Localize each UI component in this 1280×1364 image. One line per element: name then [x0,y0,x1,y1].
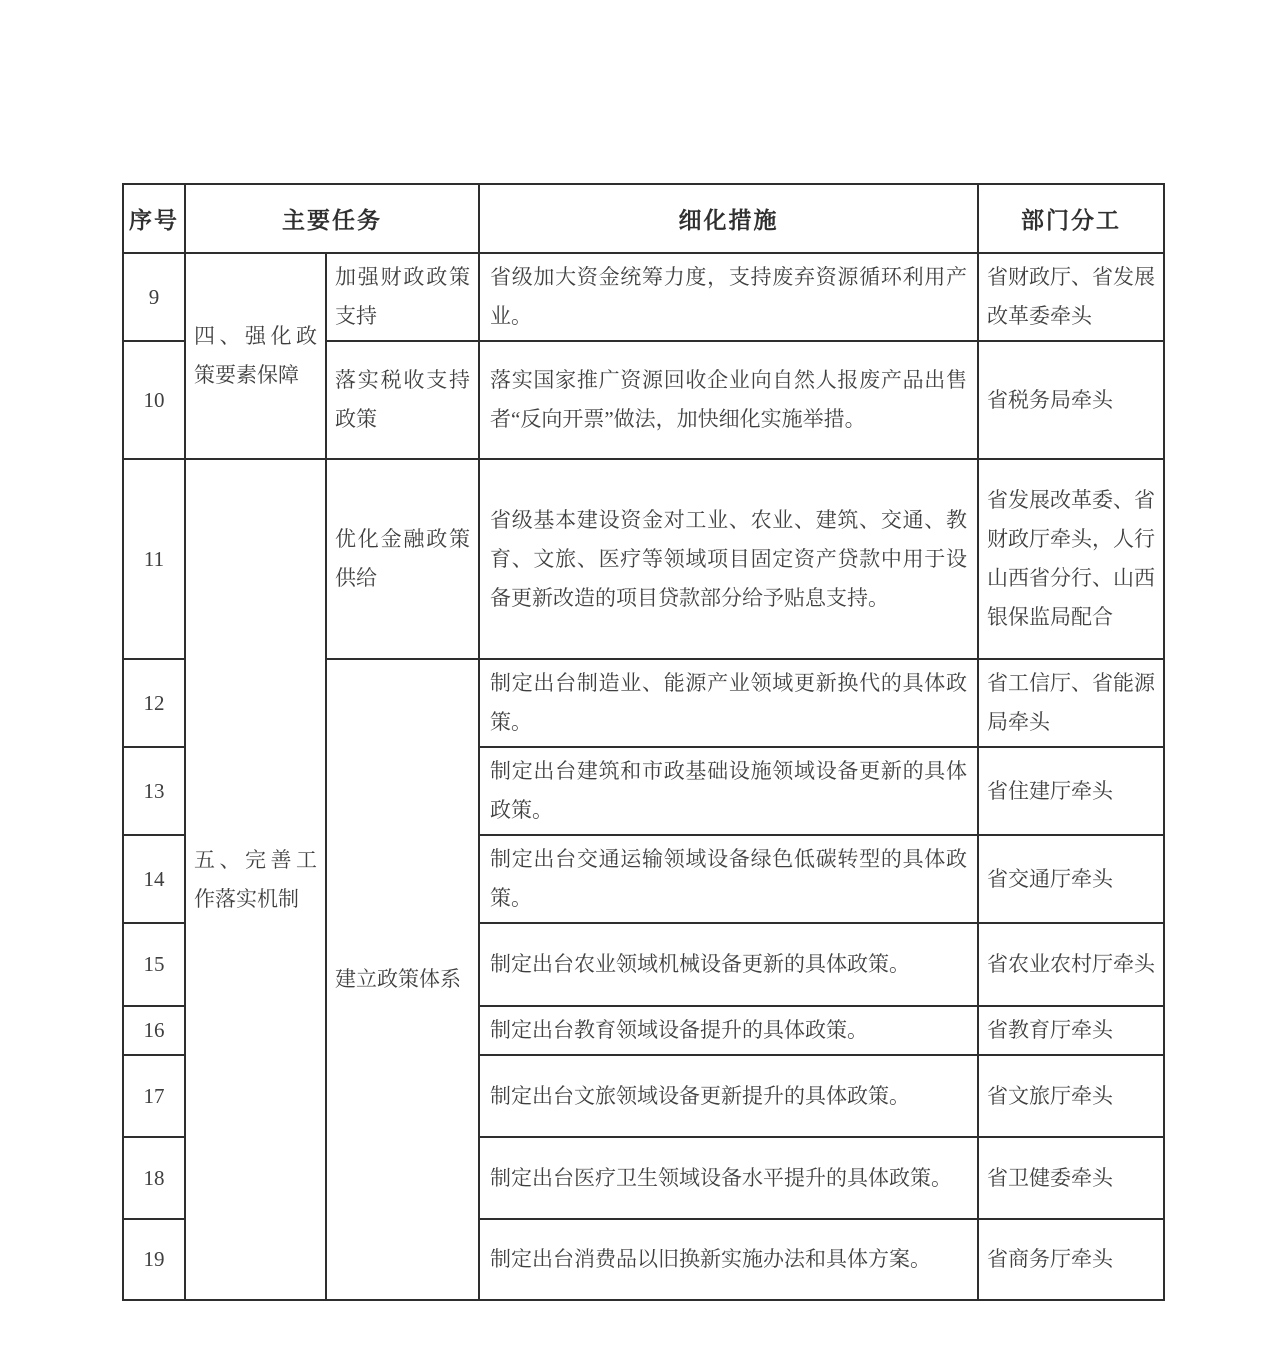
measure-cell-16: 制定出台教育领域设备提升的具体政策。 [479,1006,978,1055]
table-row [123,253,1164,341]
column-header-dept: 部门分工 [978,184,1164,253]
row-number-17: 17 [123,1055,185,1137]
measure-cell-12: 制定出台制造业、能源产业领域更新换代的具体政策。 [479,659,978,747]
measure-cell-13: 制定出台建筑和市政基础设施领域设备更新的具体政策。 [479,747,978,835]
row-number-16: 16 [123,1006,185,1055]
row-number-19: 19 [123,1219,185,1300]
dept-cell-17: 省文旅厅牵头 [978,1055,1164,1137]
measure-cell-11: 省级基本建设资金对工业、农业、建筑、交通、教育、文旅、医疗等领域项目固定资产贷款中用于设备更新改造的项目贷款部分给予贴息支持。 [479,459,978,659]
dept-cell-18: 省卫健委牵头 [978,1137,1164,1219]
row-number-9: 9 [123,253,185,341]
measure-cell-14: 制定出台交通运输领域设备绿色低碳转型的具体政策。 [479,835,978,923]
dept-cell-13: 省住建厅牵头 [978,747,1164,835]
group-label-five: 五、完善工作落实机制 [185,459,326,1300]
header-row [123,184,1164,253]
measure-cell-15: 制定出台农业领域机械设备更新的具体政策。 [479,923,978,1006]
row-number-13: 13 [123,747,185,835]
dept-cell-9: 省财政厅、省发展改革委牵头 [978,253,1164,341]
dept-cell-11: 省发展改革委、省财政厅牵头，人行山西省分行、山西银保监局配合 [978,459,1164,659]
column-header-task: 主要任务 [185,184,479,253]
row-number-15: 15 [123,923,185,1006]
measure-cell-19: 制定出台消费品以旧换新实施办法和具体方案。 [479,1219,978,1300]
measure-cell-10: 落实国家推广资源回收企业向自然人报废产品出售者“反向开票”做法，加快细化实施举措。 [479,341,978,459]
row-number-18: 18 [123,1137,185,1219]
task-cell-12-19: 建立政策体系 [326,659,479,1300]
table-row [123,459,1164,659]
task-cell-11: 优化金融政策供给 [326,459,479,659]
row-number-12: 12 [123,659,185,747]
row-number-10: 10 [123,341,185,459]
dept-cell-15: 省农业农村厅牵头 [978,923,1164,1006]
measure-cell-17: 制定出台文旅领域设备更新提升的具体政策。 [479,1055,978,1137]
dept-cell-16: 省教育厅牵头 [978,1006,1164,1055]
column-header-measure: 细化措施 [479,184,978,253]
task-division-table [122,183,1165,1301]
group-label-four: 四、强化政策要素保障 [185,253,326,459]
task-cell-9: 加强财政政策支持 [326,253,479,341]
dept-cell-12: 省工信厅、省能源局牵头 [978,659,1164,747]
dept-cell-14: 省交通厅牵头 [978,835,1164,923]
row-number-11: 11 [123,459,185,659]
measure-cell-18: 制定出台医疗卫生领域设备水平提升的具体政策。 [479,1137,978,1219]
task-cell-10: 落实税收支持政策 [326,341,479,459]
row-number-14: 14 [123,835,185,923]
measure-cell-9: 省级加大资金统筹力度，支持废弃资源循环利用产业。 [479,253,978,341]
column-header-no: 序号 [123,184,185,253]
dept-cell-19: 省商务厅牵头 [978,1219,1164,1300]
dept-cell-10: 省税务局牵头 [978,341,1164,459]
